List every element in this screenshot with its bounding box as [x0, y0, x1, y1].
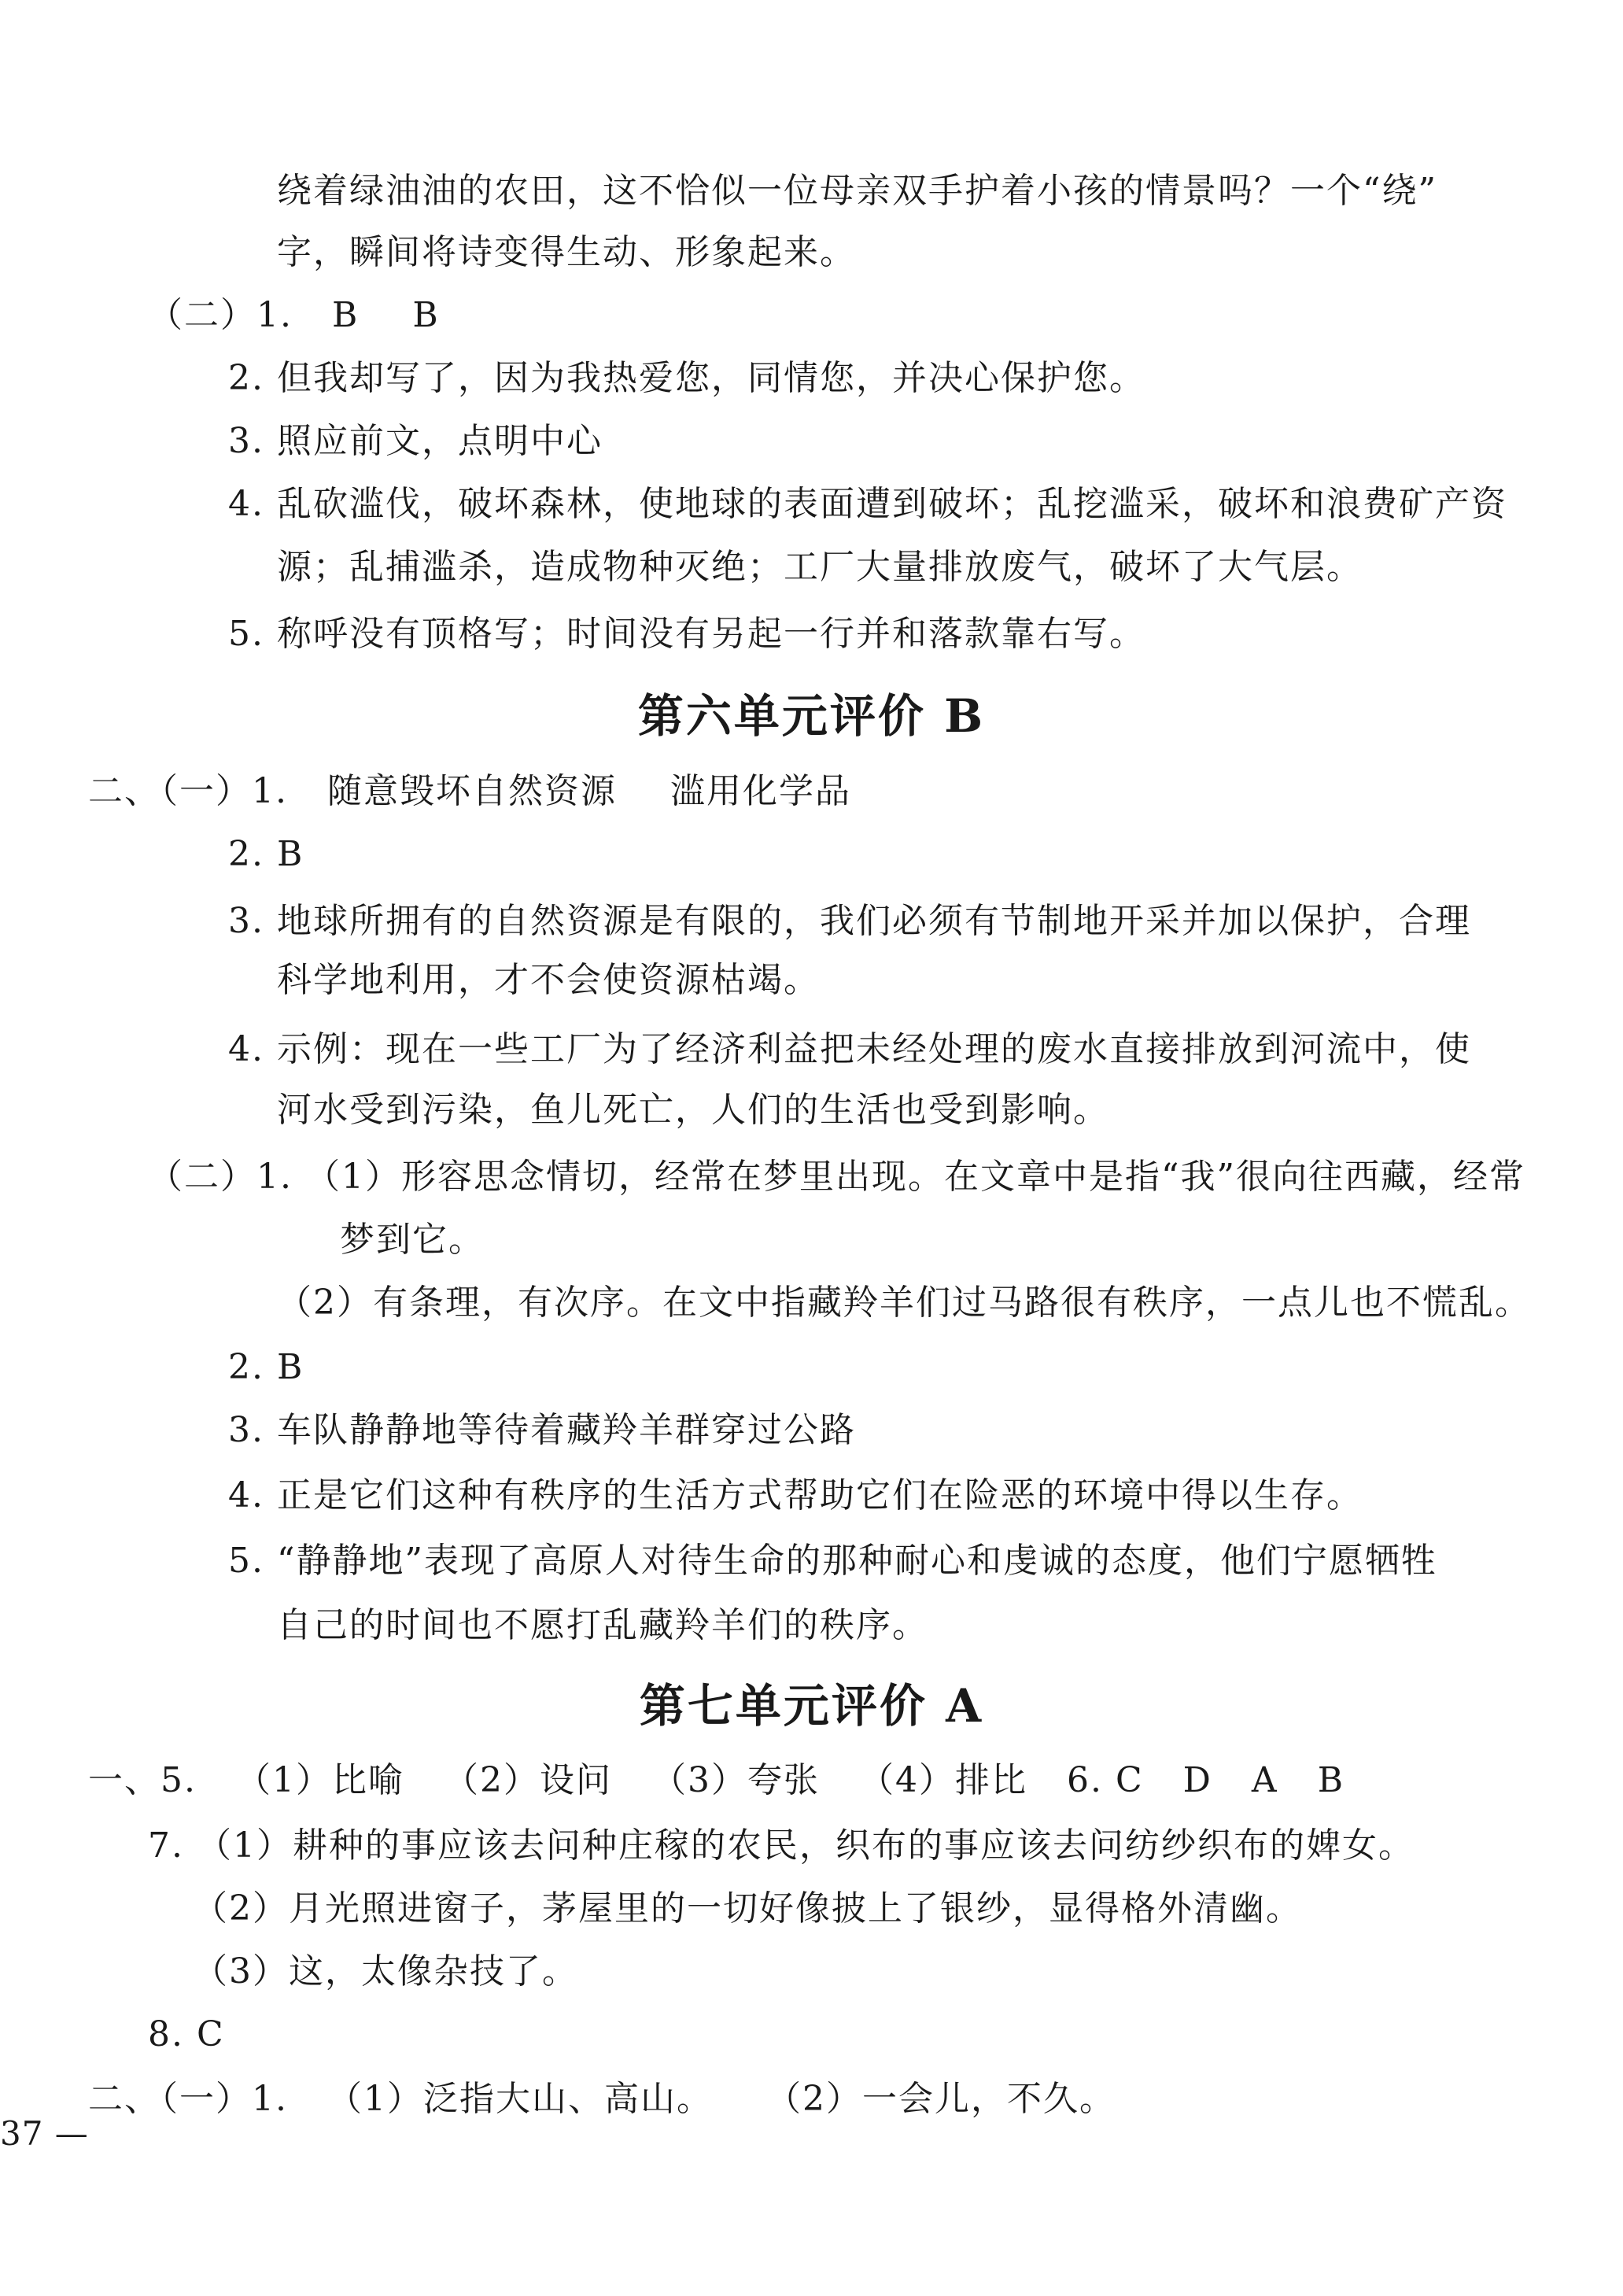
answer-line: 3. 地球所拥有的自然资源是有限的，我们必须有节制地开采并加以保护，合理 [228, 901, 1471, 941]
answer-line: 2. 但我却写了，因为我热爱您，同情您，并决心保护您。 [228, 358, 1145, 398]
answer-line: 源；乱捕滥杀，造成物种灭绝；工厂大量排放废气，破坏了大气层。 [277, 547, 1363, 587]
answer-text: （2）一会儿，不久。 [765, 2079, 1116, 2119]
answer-line [148, 291, 440, 340]
answer-line: （2）月光照进窗子，茅屋里的一切好像披上了银纱，显得格外清幽。 [193, 1888, 1302, 1929]
answer-line: 梦到它。 [340, 1220, 485, 1260]
answer-text: B [331, 295, 360, 335]
answer-line: 5. 称呼没有顶格写；时间没有另起一行并和落款靠右写。 [228, 614, 1145, 654]
question-label: 二、（一）1. [88, 771, 288, 811]
section-heading: 第七单元评价 A [639, 1679, 984, 1733]
question-label: 一、5. [88, 1760, 197, 1800]
answer-text: B [1317, 1760, 1345, 1800]
answer-text: （1）比喻 [235, 1760, 404, 1800]
section-heading: 第六单元评价 B [637, 689, 986, 743]
answer-text: A [1251, 1760, 1278, 1800]
answer-line: 2. B [228, 834, 304, 874]
answer-line: （3）这，太像杂技了。 [193, 1951, 578, 1991]
answer-line: 4. 乱砍滥伐，破坏森林，使地球的表面遭到破坏；乱挖滥采，破坏和浪费矿产资 [228, 484, 1507, 524]
answer-text: D [1182, 1760, 1212, 1800]
answer-text: （3）夸张 [651, 1760, 820, 1800]
question-label: 二、（一）1. [88, 2079, 288, 2119]
answer-text: B [412, 295, 440, 335]
question-label: （二）1. [148, 295, 293, 335]
answer-line [88, 2075, 1116, 2124]
answer-line: 3. 车队静静地等待着藏羚羊群穿过公路 [228, 1410, 856, 1450]
answer-line: 8. C [148, 2014, 225, 2054]
answer-line: 科学地利用，才不会使资源枯竭。 [277, 960, 820, 1000]
answer-text: （4）排比 [858, 1760, 1027, 1800]
answer-text: （1）泛指大山、高山。 [326, 2079, 713, 2119]
answer-line: 4. 示例：现在一些工厂为了经济利益把未经处理的废水直接排放到河流中，使 [228, 1029, 1471, 1069]
answer-line: 自己的时间也不愿打乱藏羚羊们的秩序。 [277, 1605, 928, 1645]
answer-line: 河水受到污染，鱼儿死亡，人们的生活也受到影响。 [277, 1090, 1109, 1130]
answer-line: 4. 正是它们这种有秩序的生活方式帮助它们在险恶的环境中得以生存。 [228, 1475, 1363, 1515]
question-label: 6. C [1066, 1760, 1144, 1800]
answer-line: 7. （1）耕种的事应该去问种庄稼的农民，织布的事应该去问纺纱织布的婢女。 [148, 1825, 1415, 1866]
answer-line: （二）1. （1）形容思念情切，经常在梦里出现。在文章中是指“我”很向往西藏，经常 [148, 1157, 1525, 1197]
answer-line: 5. “静静地”表现了高原人对待生命的那种耐心和虔诚的态度，他们宁愿牺牲 [228, 1541, 1437, 1581]
answer-text: 随意毁坏自然资源 [326, 771, 617, 811]
text-line: 字，瞬间将诗变得生动、形象起来。 [277, 232, 856, 272]
answer-line: （2）有条理，有次序。在文中指藏羚羊们过马路很有秩序，一点儿也不慌乱。 [277, 1283, 1531, 1323]
answer-line [88, 1756, 1345, 1805]
answer-line [88, 767, 851, 816]
answer-text: （2）设问 [443, 1760, 612, 1800]
page-number: 37 — [0, 2114, 89, 2153]
answer-line: 3. 照应前文，点明中心 [228, 421, 603, 461]
answer-line: 2. B [228, 1347, 304, 1387]
text-line: 绕着绿油油的农田，这不恰似一位母亲双手护着小孩的情景吗？一个“绕” [277, 171, 1437, 211]
answer-text: 滥用化学品 [669, 771, 851, 811]
